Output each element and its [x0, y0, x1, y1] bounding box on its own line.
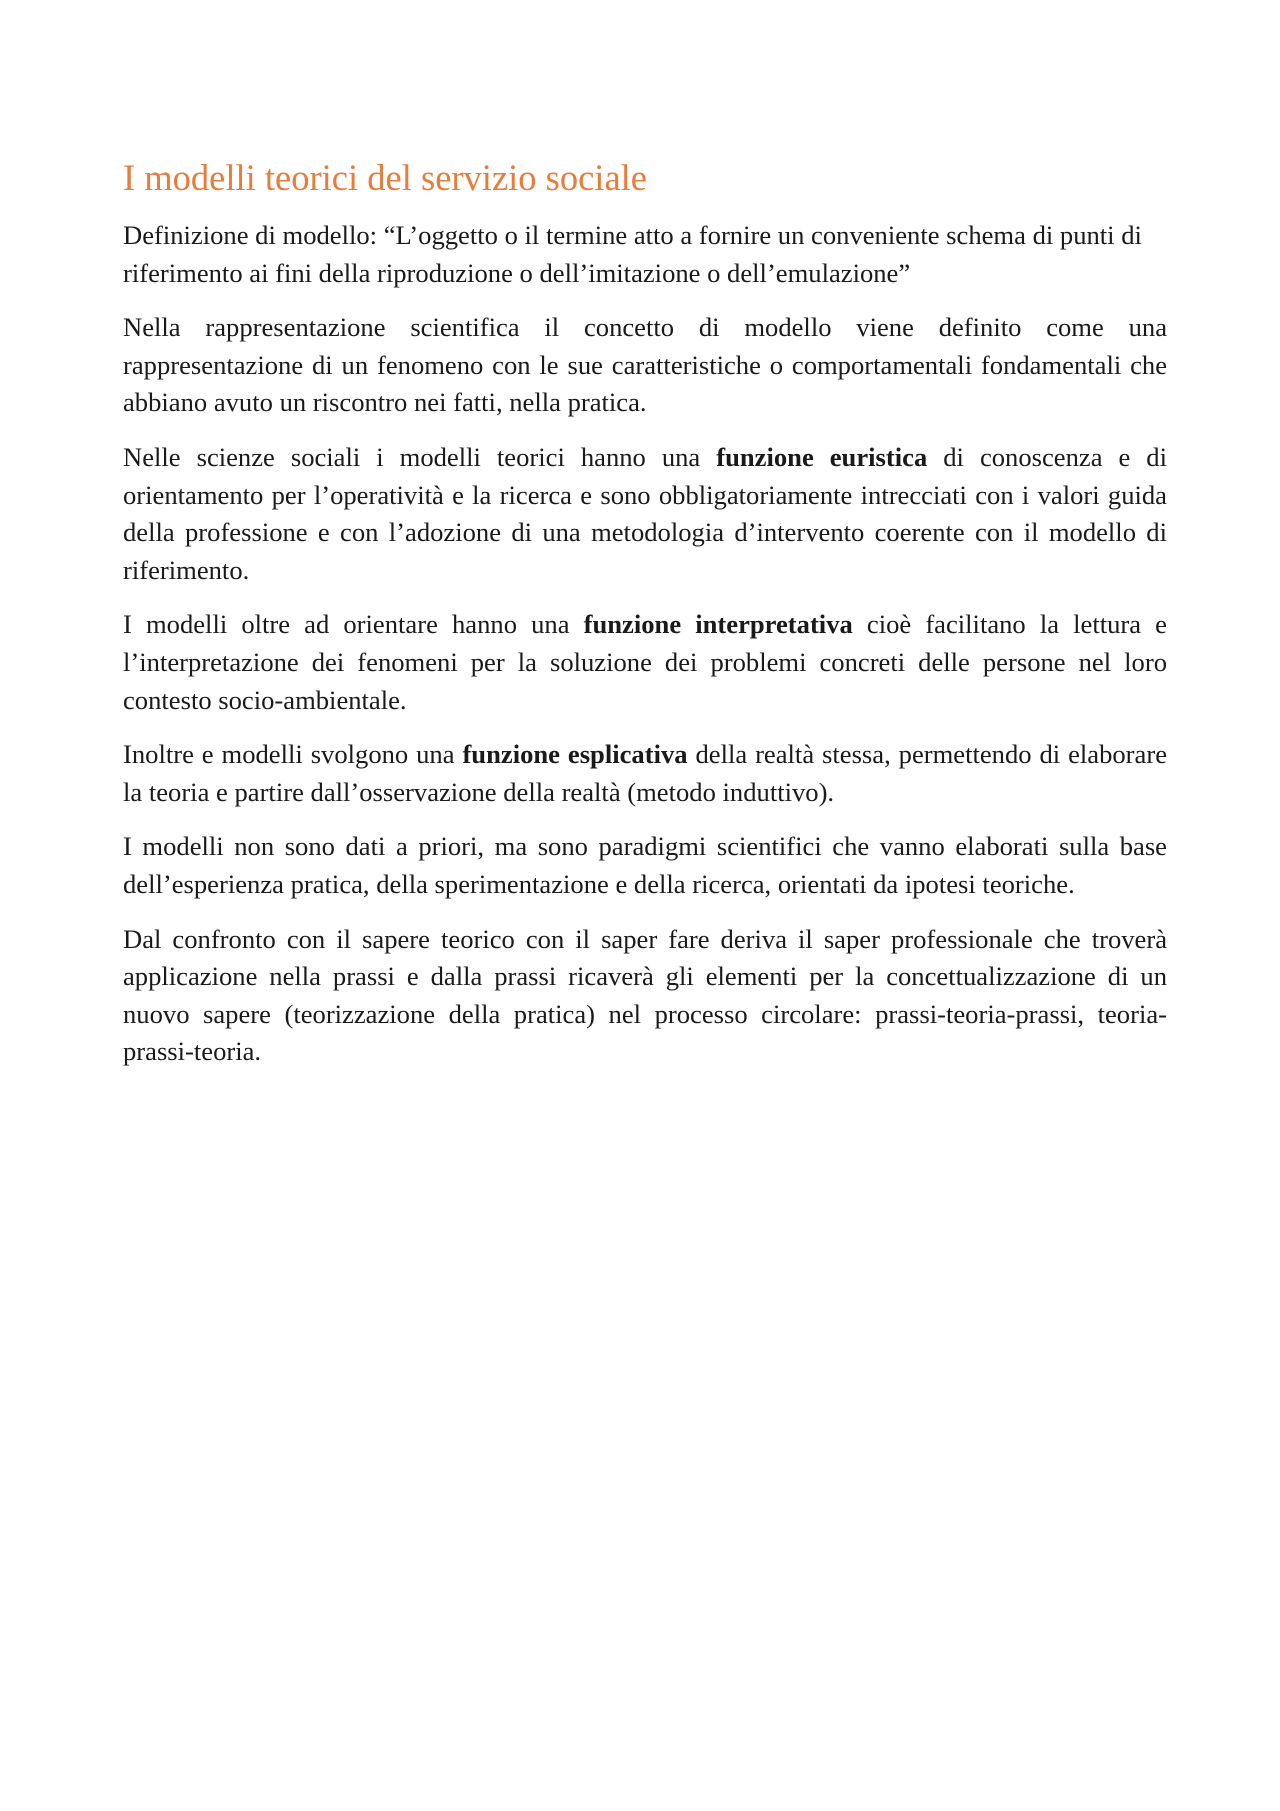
paragraph-text: Nella rappresentazione scientifica il concetto di modello viene definito come una rappresentazione di un fenomeno con le sue caratteristiche o comportamentali fondamentali che abbiano avuto un riscontro nei fatti, nella pratica. [123, 312, 1167, 418]
paragraph-scientific-representation [123, 309, 1167, 422]
paragraph-interpretative-function [123, 606, 1167, 719]
bold-term-heuristic: funzione euristica [716, 441, 928, 472]
paragraph-heuristic-function [123, 439, 1167, 589]
paragraph-text: Dal confronto con il sapere teorico con il saper fare deriva il saper professionale che troverà applicazione nella prassi e dalla prassi ricaverà gli elementi per la concettualizzazione di un nuovo sapere (teorizzazione della pratica) nel processo circolare: prassi-teoria-prassi, teoria-prassi-teoria. [123, 923, 1167, 1067]
bold-term-explicative: funzione esplicativa [462, 739, 688, 770]
page-title: I modelli teorici del servizio sociale [123, 157, 647, 198]
paragraph-definition [123, 217, 1167, 292]
paragraph-text: Nelle scienze sociali i modelli teorici hanno una [123, 441, 717, 472]
paragraph-text: Inoltre e modelli svolgono una [123, 739, 463, 770]
paragraph-text: cioè facilitano la lettura e l’interpretazione dei fenomeni per la soluzione dei problemi concreti delle persone nel loro contesto socio-ambientale. [123, 609, 1167, 715]
bold-term-interpretative: funzione interpretativa [583, 609, 853, 640]
paragraph-explicative-function [123, 736, 1167, 811]
document-body [123, 152, 1167, 1088]
paragraph-text: I modelli oltre ad orientare hanno una [123, 609, 584, 640]
paragraph-paradigms [123, 828, 1167, 903]
paragraph-text: della realtà stessa, permettendo di elaborare la teoria e partire dall’osservazione della realtà (metodo induttivo). [123, 739, 1167, 807]
paragraph-text: di conoscenza e di orientamento per l’operatività e la ricerca e sono obbligatoriamente intrecciati con i valori guida della professione e con l’adozione di una metodologia d’intervento coerente con il modello di riferimento. [123, 441, 1167, 585]
paragraph-text: Definizione di modello: “L’oggetto o il termine atto a fornire un conveniente schema di punti di riferimento ai fini della riproduzione o dell’imitazione o dell’emulazione” [123, 220, 1142, 288]
paragraph-circular-process [123, 921, 1167, 1071]
paragraph-text: I modelli non sono dati a priori, ma sono paradigmi scientifici che vanno elaborati sulla base dell’esperienza pratica, della sperimentazione e della ricerca, orientati da ipotesi teoriche. [123, 831, 1167, 899]
